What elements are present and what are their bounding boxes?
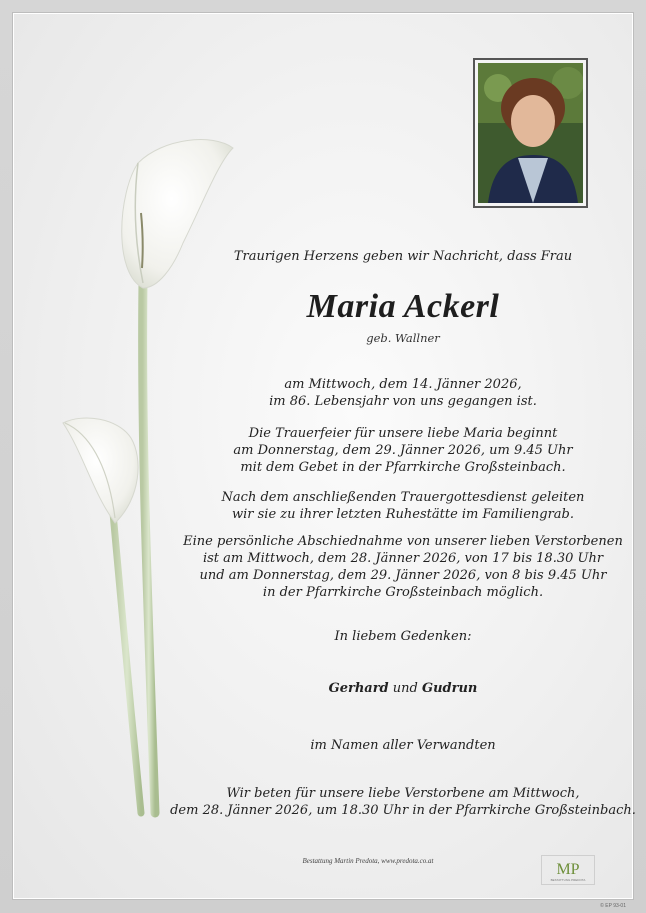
- memory-heading: In liebem Gedenken:: [334, 629, 472, 644]
- undertaker-credit: Bestattung Martin Predota, www.predota.co.at: [302, 857, 434, 865]
- intro-text: Traurigen Herzens geben wir Nachricht, dass Frau: [233, 249, 573, 264]
- farewell-line: ist am Mittwoch, dem 28. Jänner 2026, von 17 bis 18.30 Uhr: [202, 551, 604, 566]
- mourners-line: [163, 680, 643, 697]
- farewell-line: und am Donnerstag, dem 29. Jänner 2026, von 8 bis 9.45 Uhr: [199, 568, 607, 583]
- burial-paragraph: [163, 489, 643, 523]
- logo-subtitle: BESTATTUNG PREDOTA: [550, 878, 586, 882]
- undertaker-logo: [541, 855, 595, 885]
- death-line: im 86. Lebensjahr von uns gegangen ist.: [269, 394, 537, 409]
- deceased-name: Maria Ackerl: [306, 288, 500, 325]
- farewell-paragraph: [163, 533, 643, 601]
- funeral-line: mit dem Gebet in der Pfarrkirche Großsteinbach.: [240, 460, 566, 475]
- mourner-name: Gerhard: [328, 681, 389, 696]
- obituary-card: [12, 12, 634, 900]
- death-line: am Mittwoch, dem 14. Jänner 2026,: [284, 377, 522, 392]
- burial-line: Nach dem anschließenden Trauergottesdienst geleiten: [221, 490, 585, 505]
- prayer-paragraph: [163, 785, 643, 819]
- farewell-line: in der Pfarrkirche Großsteinbach möglich.: [262, 585, 544, 600]
- mourner-name: Gudrun: [421, 681, 478, 696]
- document-code: © EP 93-01: [600, 903, 626, 909]
- prayer-line: Wir beten für unsere liebe Verstorbene am Mittwoch,: [226, 786, 580, 801]
- logo-monogram: MP: [556, 861, 580, 878]
- burial-line: wir sie zu ihrer letzten Ruhestätte im Familiengrab.: [231, 507, 575, 522]
- calla-lily-illustration: [43, 133, 253, 823]
- portrait-photo: [478, 63, 583, 203]
- funeral-line: am Donnerstag, dem 29. Jänner 2026, um 9.45 Uhr: [233, 443, 573, 458]
- mourners-conjunction: und: [388, 681, 422, 696]
- funeral-paragraph: [163, 425, 643, 476]
- maiden-name: geb. Wallner: [366, 331, 440, 345]
- farewell-line: Eine persönliche Abschiednahme von unserer lieben Verstorbenen: [183, 534, 623, 549]
- relatives-line: im Namen aller Verwandten: [310, 738, 496, 753]
- portrait-frame: [473, 58, 588, 208]
- prayer-line: dem 28. Jänner 2026, um 18.30 Uhr in der Pfarrkirche Großsteinbach.: [170, 803, 636, 818]
- funeral-line: Die Trauerfeier für unsere liebe Maria beginnt: [248, 426, 558, 441]
- death-paragraph: [163, 376, 643, 410]
